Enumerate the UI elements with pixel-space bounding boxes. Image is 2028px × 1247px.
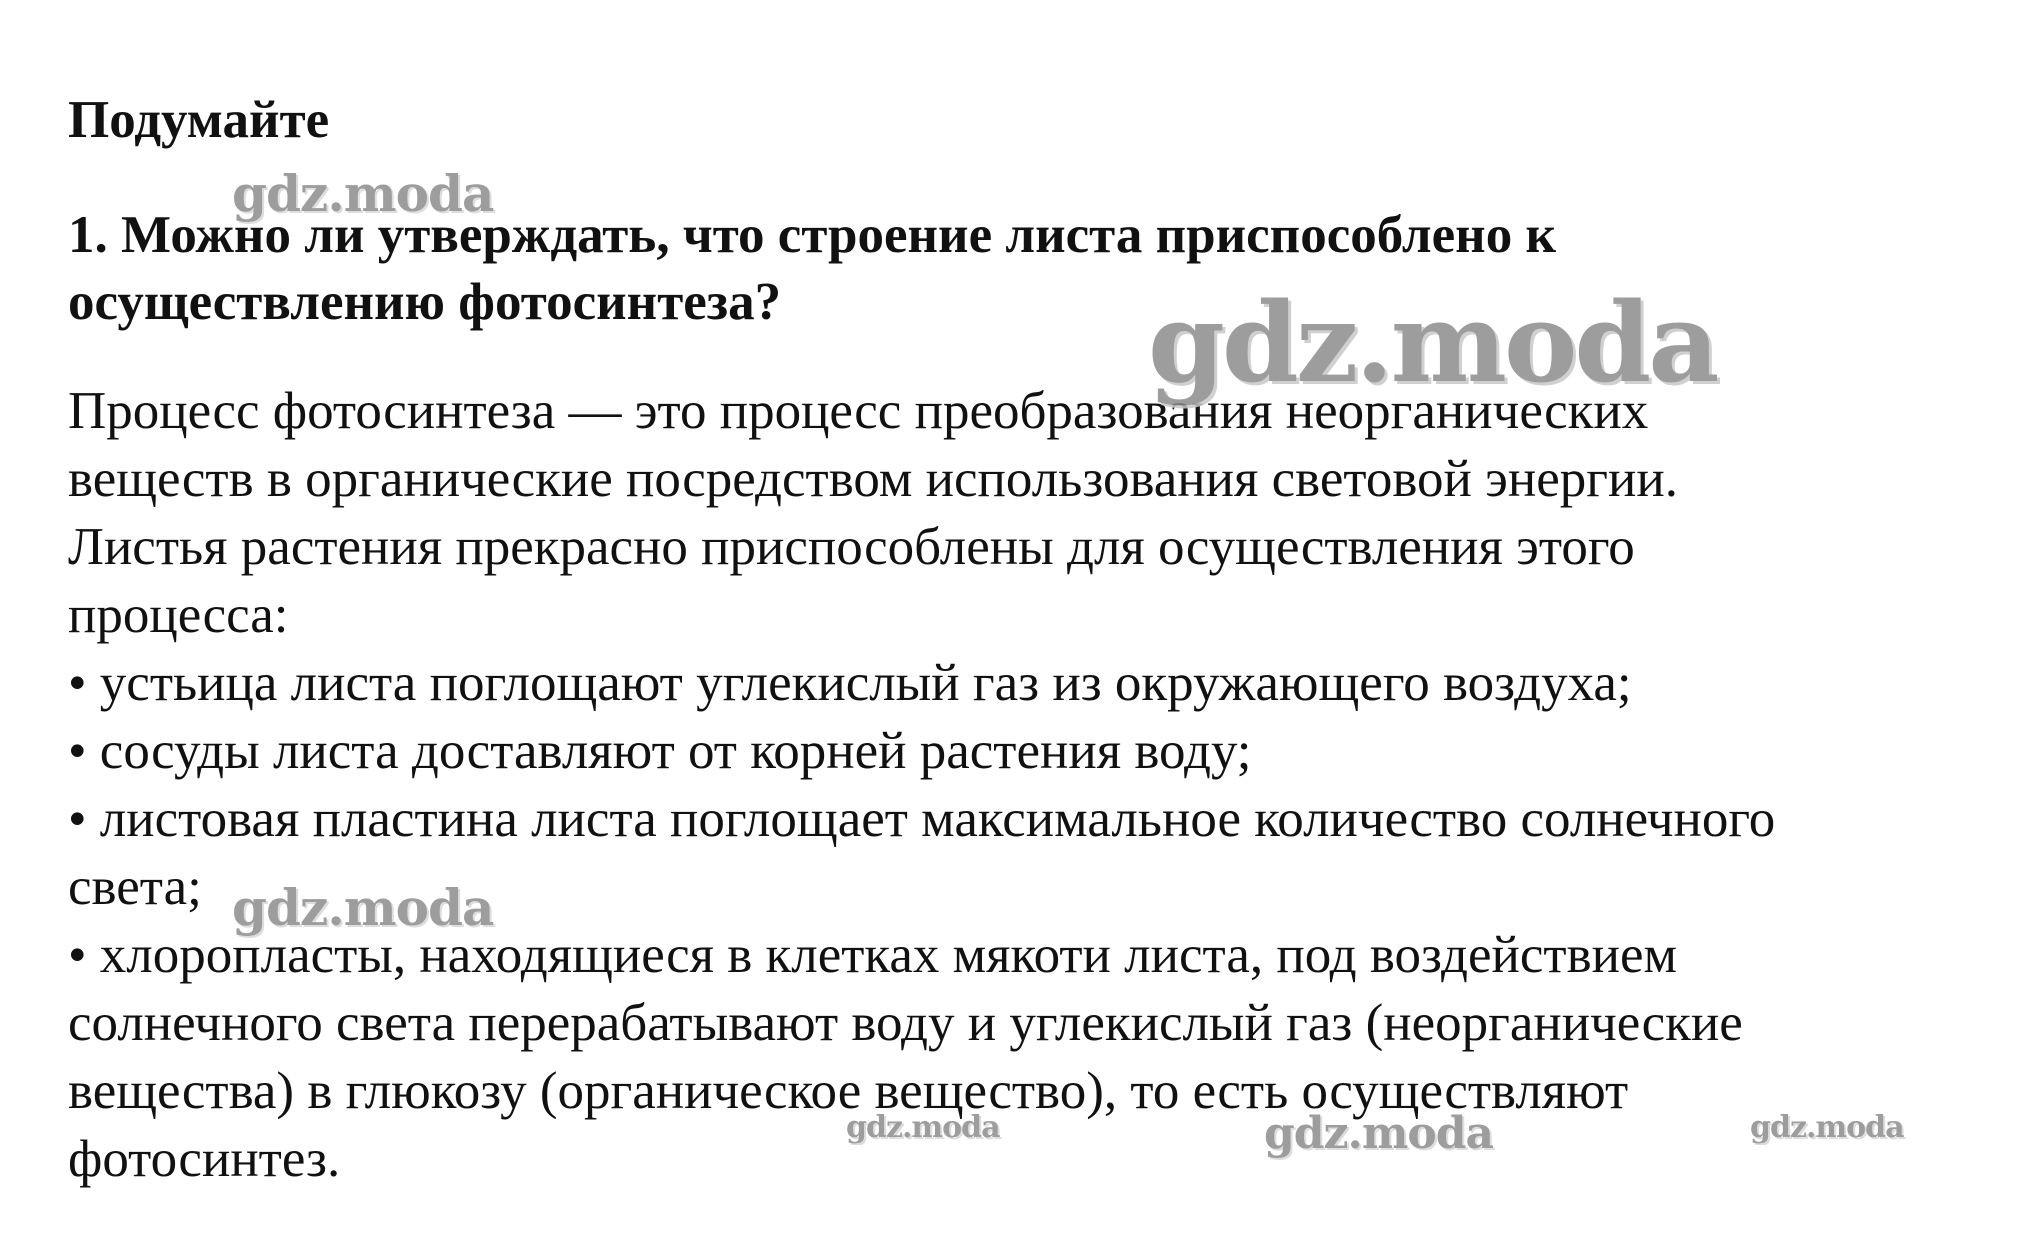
question-line: осуществлению фотосинтеза? (68, 273, 782, 331)
watermark: gdz.moda (846, 1110, 1000, 1145)
bullet-item: • устьица листа поглощают углекислый газ из окружающего воздуха; (68, 654, 1632, 712)
watermark: gdz.moda (1148, 278, 1717, 407)
bullet-item: • сосуды листа доставляют от корней растения воду; (68, 722, 1252, 780)
watermark: gdz.moda (232, 164, 494, 223)
answer-line: процесса: (68, 586, 289, 644)
answer-line: Листья растения прекрасно приспособлены для осуществления этого (68, 518, 1635, 576)
bullet-item: • листовая пластина листа поглощает максимальное количество солнечного (68, 790, 1776, 848)
watermark: gdz.moda (1750, 1110, 1904, 1145)
bullet-item: • хлоропласты, находящиеся в клетках мякоти листа, под воздействием (68, 926, 1678, 984)
answer-line: Процесс фотосинтеза — это процесс преобразования неорганических (68, 382, 1649, 440)
watermark: gdz.moda (1264, 1108, 1494, 1159)
bullet-item-continuation: вещества) в глюкозу (органическое вещество), то есть осуществляют (68, 1062, 1629, 1120)
bullet-item-continuation: света; (68, 858, 202, 916)
watermark: gdz.moda (232, 878, 494, 937)
bullet-item-continuation: солнечного света перерабатывают воду и углекислый газ (неорганические (68, 994, 1743, 1052)
question-line: 1. Можно ли утверждать, что строение листа приспособлено к (68, 206, 1556, 264)
answer-text (68, 377, 2008, 1193)
answer-line: веществ в органические посредством использования световой энергии. (68, 450, 1679, 508)
bullet-item-continuation: фотосинтез. (68, 1130, 341, 1188)
section-heading: Подумайте (68, 91, 330, 149)
